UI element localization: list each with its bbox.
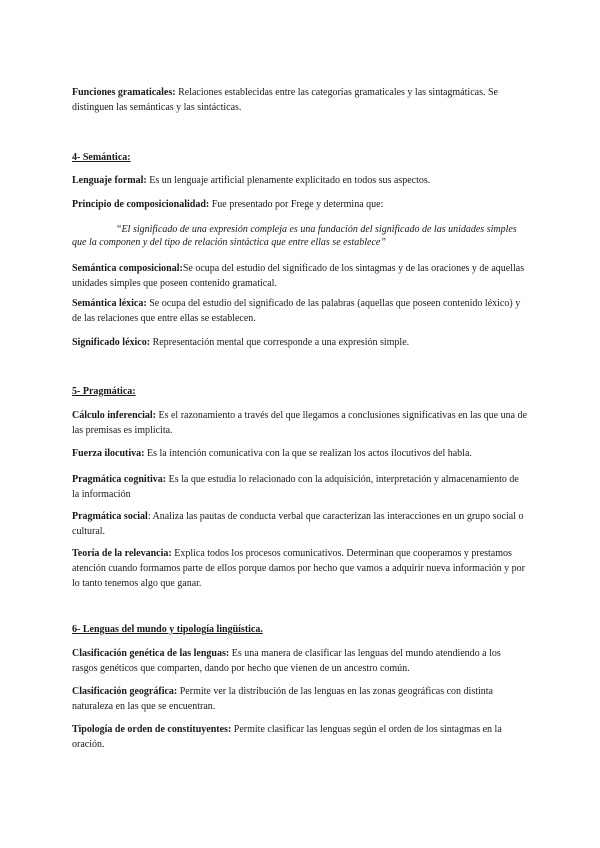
definition: Se ocupa del estudio del significado de los sintagmas y de las oraciones y de aquellas unidades simples que poseen contenido gramatical. <box>72 263 525 289</box>
term: Funciones gramaticales: <box>72 87 176 98</box>
term: Clasificación genética de las lenguas: <box>72 648 230 659</box>
section-heading-semantica: 4- Semántica: <box>72 152 131 163</box>
paragraph-calculo-inferencial <box>72 408 528 438</box>
definition: Es la que estudia lo relacionado con la adquisición, interpretación y almacenamiento de la información <box>72 474 519 500</box>
paragraph-fuerza-ilocutiva <box>72 446 528 461</box>
paragraph-clasificacion-geografica <box>72 684 528 714</box>
paragraph-clasificacion-genetica <box>72 646 528 676</box>
paragraph-semantica-lexica <box>72 296 528 326</box>
term: Pragmática social <box>72 511 148 522</box>
paragraph-semantica-composicional <box>72 261 528 291</box>
term: Significado léxico: <box>72 337 151 348</box>
definition: Permite clasificar las lenguas según el orden de los sintagmas en la oración. <box>72 724 502 750</box>
definition: Es la intención comunicativa con la que se realizan los actos ilocutivos del habla. <box>144 448 472 459</box>
term: Tipología de orden de constituyentes: <box>72 724 232 735</box>
term: Teoría de la relevancia: <box>72 548 172 559</box>
section-heading-pragmatica: 5- Pragmática: <box>72 386 136 397</box>
paragraph-pragmatica-social <box>72 509 528 539</box>
definition: Se ocupa del estudio del significado de las palabras (aquellas que poseen contenido léxico) y de las relaciones que entre ellas se establecen. <box>72 298 521 324</box>
definition: Permite ver la distribución de las lenguas en las zonas geográficas con distinta naturaleza en las que se encuentran. <box>72 686 493 712</box>
definition: Relaciones establecidas entre las categorías gramaticales y las sintagmáticas. Se distinguen las semánticas y las sintácticas. <box>72 87 498 113</box>
definition: Explica todos los procesos comunicativos. Determinan que cooperamos y prestamos atención cuando formamos parte de ellos porque damos por hecho que vamos a adquirir nueva información y por lo tanto tenemos algo que ganar. <box>72 548 525 589</box>
term: Semántica composicional: <box>72 263 183 274</box>
section-heading-lenguas: 6- Lenguas del mundo y tipología lingüística. <box>72 624 263 635</box>
paragraph-pragmatica-cognitiva <box>72 472 528 502</box>
term: Lenguaje formal: <box>72 175 147 186</box>
definition: Es el razonamiento a través del que llegamos a conclusiones significativas en las que una de las premisas es implícita. <box>72 410 527 436</box>
paragraph-principio-composicionalidad <box>72 197 528 212</box>
paragraph-lenguaje-formal <box>72 173 528 188</box>
term: Semántica léxica: <box>72 298 147 309</box>
paragraph-tipologia-orden <box>72 722 528 752</box>
definition: : Analiza las pautas de conducta verbal que caracterizan las interacciones en un grupo social o cultural. <box>72 511 524 537</box>
paragraph-funciones-gramaticales <box>72 85 528 115</box>
term: Fuerza ilocutiva: <box>72 448 145 459</box>
paragraph-teoria-relevancia <box>72 546 528 591</box>
definition: Representación mental que corresponde a una expresión simple. <box>150 337 410 348</box>
term: Principio de composicionalidad: <box>72 199 210 210</box>
paragraph-significado-lexico <box>72 335 528 350</box>
frege-quote: “El significado de una expresión compleja es una fundación del significado de las unidades simples que la componen y del tipo de relación sintáctica que entre ellas se establece” <box>72 224 517 248</box>
term: Cálculo inferencial: <box>72 410 156 421</box>
definition: Es un lenguaje artificial plenamente explicitado en todos sus aspectos. <box>146 175 431 186</box>
definition: Es una manera de clasificar las lenguas del mundo atendiendo a los rasgos genéticos que comparten, dando por hecho que vienen de un ancestro común. <box>72 648 501 674</box>
term: Pragmática cognitiva: <box>72 474 167 485</box>
term: Clasificación geográfica: <box>72 686 178 697</box>
definition: Fue presentado por Frege y determina que: <box>209 199 384 210</box>
